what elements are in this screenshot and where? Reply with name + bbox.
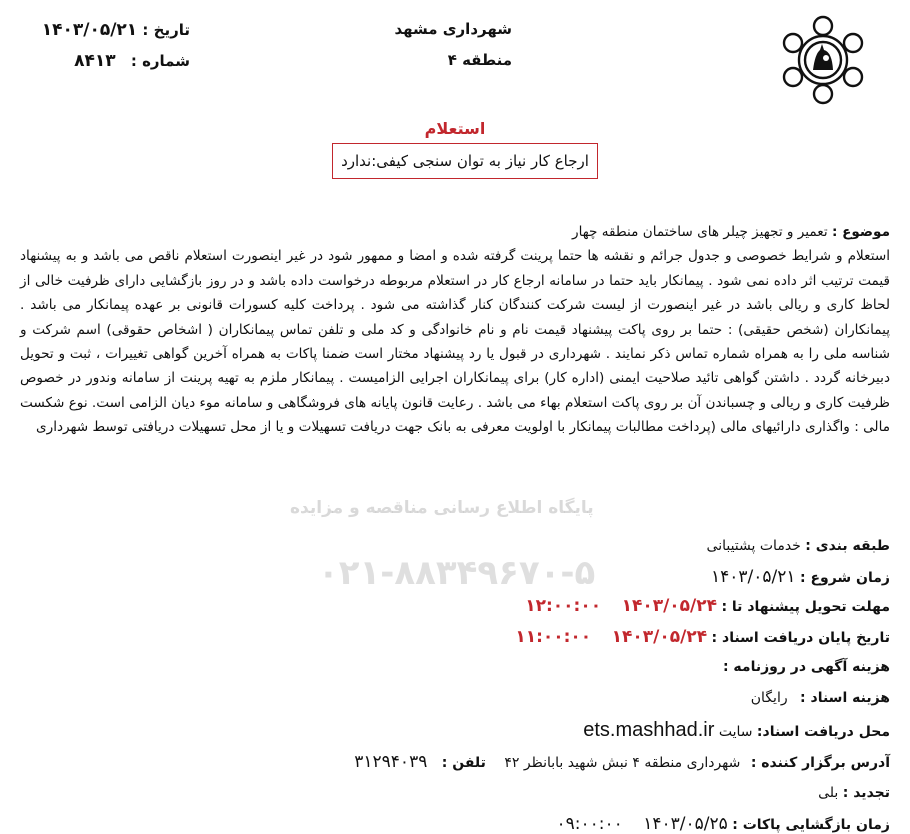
doc-cost-value: رایگان bbox=[750, 690, 788, 706]
number-label: شماره : bbox=[130, 52, 190, 70]
doc-place-row bbox=[583, 719, 890, 742]
deadline-label: مهلت تحویل پیشنهاد تا : bbox=[721, 599, 890, 615]
start-row bbox=[711, 567, 890, 587]
renewal-value: بلی bbox=[818, 785, 839, 801]
subject-line bbox=[20, 220, 890, 244]
deadline-row bbox=[525, 596, 890, 616]
docs-end-label: تاریخ پایان دریافت اسناد : bbox=[711, 630, 890, 646]
docs-end-date: ۱۴۰۳/۰۵/۲۴ bbox=[611, 627, 708, 647]
opening-time: ۰۹:۰۰:۰۰ bbox=[556, 814, 623, 834]
subtitle-text: ارجاع کار نیاز به توان سنجی کیفی:ندارد bbox=[341, 152, 589, 170]
mashhad-municipality-logo bbox=[780, 14, 866, 106]
page-title: استعلام bbox=[424, 119, 486, 138]
address-row bbox=[354, 752, 890, 772]
start-value: ۱۴۰۳/۰۵/۲۱ bbox=[711, 567, 796, 587]
phone-value: ۳۱۲۹۴۰۳۹ bbox=[354, 752, 428, 772]
date-line bbox=[40, 20, 190, 40]
renewal-row bbox=[818, 785, 890, 801]
category-label: طبقه بندی : bbox=[805, 538, 890, 554]
date-label: تاریخ : bbox=[142, 21, 190, 39]
category-value: خدمات پشتیبانی bbox=[706, 538, 801, 554]
number-line bbox=[40, 51, 190, 71]
address-value: شهرداری منطقه ۴ نبش شهید بابانظر ۴۲ bbox=[504, 755, 741, 771]
ad-cost-row bbox=[723, 659, 890, 675]
opening-row bbox=[557, 814, 890, 834]
body-section bbox=[20, 220, 890, 440]
subject-label: موضوع : bbox=[831, 224, 890, 240]
doc-cost-label: هزینه اسناد : bbox=[800, 690, 890, 706]
region-name: منطقه ۴ bbox=[447, 51, 512, 69]
watermark-text: پایگاه اطلاع رسانی مناقصه و مزایده bbox=[290, 498, 594, 518]
opening-date: ۱۴۰۳/۰۵/۲۵ bbox=[643, 814, 728, 834]
docs-end-time: ۱۱:۰۰:۰۰ bbox=[515, 627, 592, 647]
phone-label: تلفن : bbox=[441, 755, 486, 771]
ad-cost-label: هزینه آگهی در روزنامه : bbox=[722, 659, 890, 675]
address-label: آدرس برگزار کننده : bbox=[750, 755, 890, 771]
category-row bbox=[707, 538, 890, 554]
deadline-date: ۱۴۰۳/۰۵/۲۴ bbox=[621, 596, 717, 616]
deadline-time: ۱۲:۰۰:۰۰ bbox=[525, 596, 602, 616]
org-name: شهرداری مشهد bbox=[394, 20, 512, 38]
doc-place-url[interactable]: ets.mashhad.ir bbox=[583, 719, 715, 741]
doc-place-site: سایت bbox=[718, 724, 753, 740]
opening-label: زمان بازگشایی پاکات : bbox=[732, 817, 890, 833]
body-paragraph: استعلام و شرایط خصوصی و جدول جرائم و نقشه ها حتما پرینت گرفته شده و امضا و ممهور شود در غیر اینصورت استعلام ناقص می باشد و به پیشنهاد قیمت ترتیب اثر داده نمی شود . پیمانکار باید حتما در سامانه ارجاع کار در استعلام مربوطه درخواست داده باشد و در روز بازگشایی دارای ظرفیت خالی از لحاظ کاری و ریالی باشد در غیر اینصورت از لیست شرکت کنندگان کنار گذاشته می شود . پرداخت کلیه کسورات قانونی بر عهده پیمانکار می باشد . پیمانکاران (شخص حقیقی) : حتما بر روی پاکت پیشنهاد قیمت نام و نام خانوادگی و کد ملی و تلفن تماس پیمانکاران ( اشخاص حقوقی) اسم شرکت و شناسه ملی را به همراه شماره تماس ذکر نمایند . شهرداری در قبول یا رد پیشنهاد مختار است ضمنا پاکات به همراه آخرین گواهی تغییرات ، ثبت و تحویل دبیرخانه گردد . داشتن گواهی تائید صلاحیت ایمنی (اداره کار) برای پیمانکاران اجرایی الزامیست . پیمانکار ملزم به تهیه پرینت از سامانه وندور در خصوص ظرفیت کاری و ریالی و چسباندن آن بر روی پاکت استعلام بهاء می باشد . رعایت قانون پایانه های فروشگاهی و سامانه موء دیان الزامی است. نوع شکست مالی : واگذاری دارائیهای مالی (پرداخت مطالبات پیمانکار با اولویت معرفی به بانک جهت دریافت تسهیلات و یا از محل تسهیلات دریافتی توسط شهرداری bbox=[20, 248, 890, 436]
watermark-phone: ۰۲۱-۸۸۳۴۹۶۷۰-۵ bbox=[318, 553, 596, 593]
number-value: ۸۴۱۳ bbox=[74, 51, 116, 71]
doc-cost-row bbox=[751, 690, 890, 706]
docs-end-row bbox=[515, 627, 890, 647]
subject-value: تعمیر و تجهیز چیلر های ساختمان منطقه چهار bbox=[572, 224, 828, 240]
renewal-label: تجدید : bbox=[842, 785, 890, 801]
subtitle-box bbox=[332, 143, 598, 179]
doc-place-label: محل دریافت اسناد: bbox=[756, 724, 890, 740]
date-value: ۱۴۰۳/۰۵/۲۱ bbox=[41, 20, 138, 40]
start-label: زمان شروع : bbox=[799, 570, 890, 586]
